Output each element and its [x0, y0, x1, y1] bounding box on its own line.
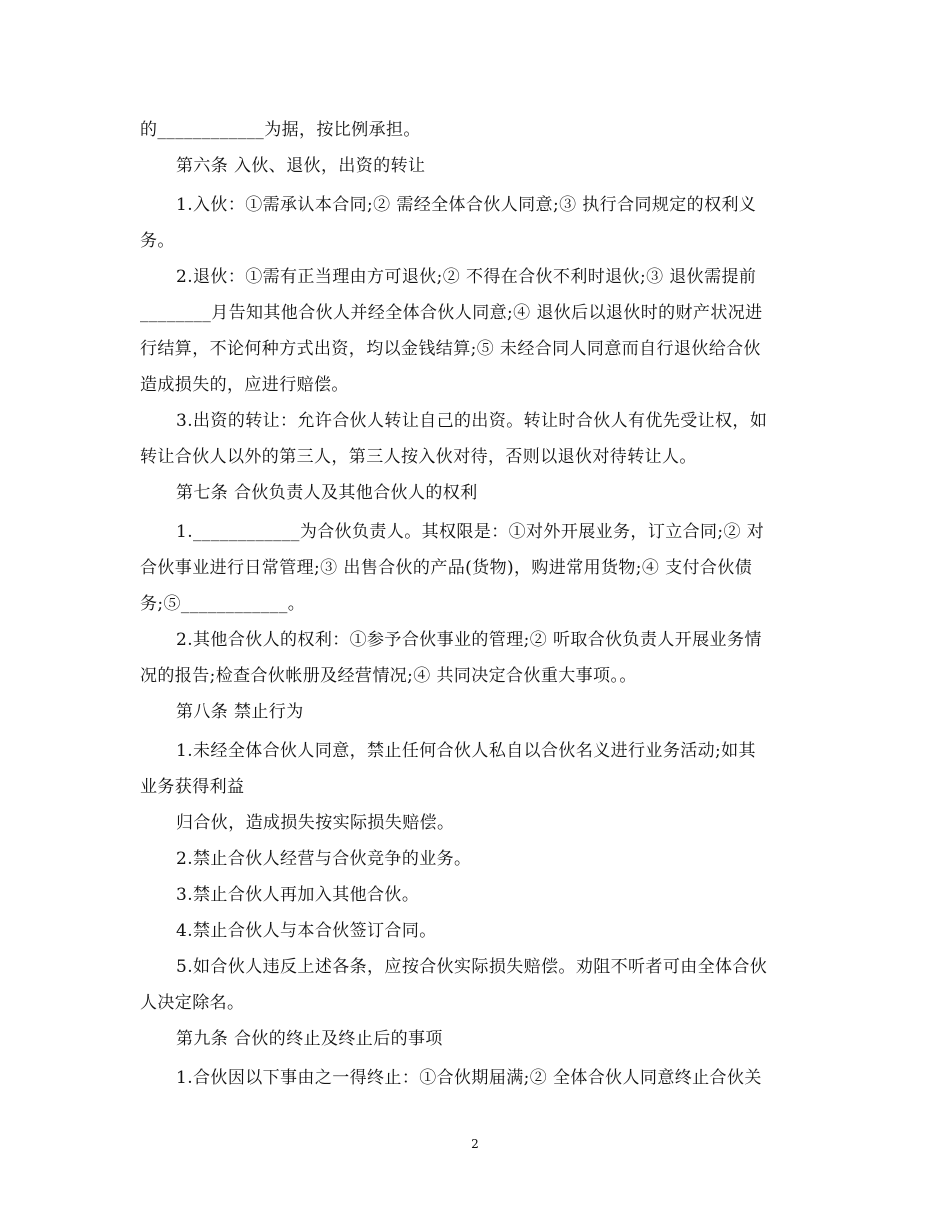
text-line: ________月告知其他合伙人并经全体合伙人同意;④ 退伙后以退伙时的财产状况进: [140, 303, 763, 323]
text-line: 人决定除名。: [140, 993, 245, 1013]
text-line: 2.退伙：①需有正当理由方可退伙;② 不得在合伙不利时退伙;③ 退伙需提前: [176, 267, 757, 287]
text-line: 3.出资的转让：允许合伙人转让自己的出资。转让时合伙人有优先受让权，如: [176, 411, 768, 431]
text-line: 转让合伙人以外的第三人，第三人按入伙对待，否则以退伙对待转让人。: [140, 447, 697, 467]
text-line: 的____________为据，按比例承担。: [140, 120, 421, 140]
text-line: 况的报告;检查合伙帐册及经营情况;④ 共同决定合伙重大事项。。: [140, 666, 637, 686]
text-line: 3.禁止合伙人再加入其他合伙。: [176, 885, 420, 905]
text-line: 4.禁止合伙人与本合伙签订合同。: [176, 921, 437, 941]
article-heading: 第八条 禁止行为: [176, 702, 304, 722]
article-heading: 第六条 入伙、退伙，出资的转让: [176, 156, 426, 176]
text-line: 1.____________为合伙负责人。其权限是：①对外开展业务，订立合同;② 对: [176, 522, 765, 542]
text-line: 1.合伙因以下事由之一得终止：①合伙期届满;② 全体合伙人同意终止合伙关: [176, 1068, 762, 1088]
text-line: 5.如合伙人违反上述各条，应按合伙实际损失赔偿。劝阻不听者可由全体合伙: [176, 957, 768, 977]
text-line: 2.禁止合伙人经营与合伙竞争的业务。: [176, 849, 472, 869]
text-line: 务。: [140, 231, 175, 251]
text-line: 合伙事业进行日常管理;③ 出售合伙的产品(货物)，购进常用货物;④ 支付合伙债: [140, 558, 753, 578]
text-line: 2.其他合伙人的权利：①参予合伙事业的管理;② 听取合伙负责人开展业务情: [176, 630, 762, 650]
text-line: 1.入伙：①需承认本合同;② 需经全体合伙人同意;③ 执行合同规定的权利义: [176, 195, 757, 215]
text-line: 行结算，不论何种方式出资，均以金钱结算;⑤ 未经合同人同意而自行退伙给合伙: [140, 339, 761, 359]
text-line: 务;⑤____________。: [140, 594, 306, 614]
article-heading: 第七条 合伙负责人及其他合伙人的权利: [176, 483, 478, 503]
article-heading: 第九条 合伙的终止及终止后的事项: [176, 1029, 443, 1049]
text-line: 归合伙，造成损失按实际损失赔偿。: [176, 813, 455, 833]
text-line: 业务获得利益: [140, 777, 245, 797]
page-number: 2: [471, 1137, 479, 1151]
text-line: 1.未经全体合伙人同意，禁止任何合伙人私自以合伙名义进行业务活动;如其: [176, 741, 756, 761]
text-line: 造成损失的，应进行赔偿。: [140, 375, 349, 395]
